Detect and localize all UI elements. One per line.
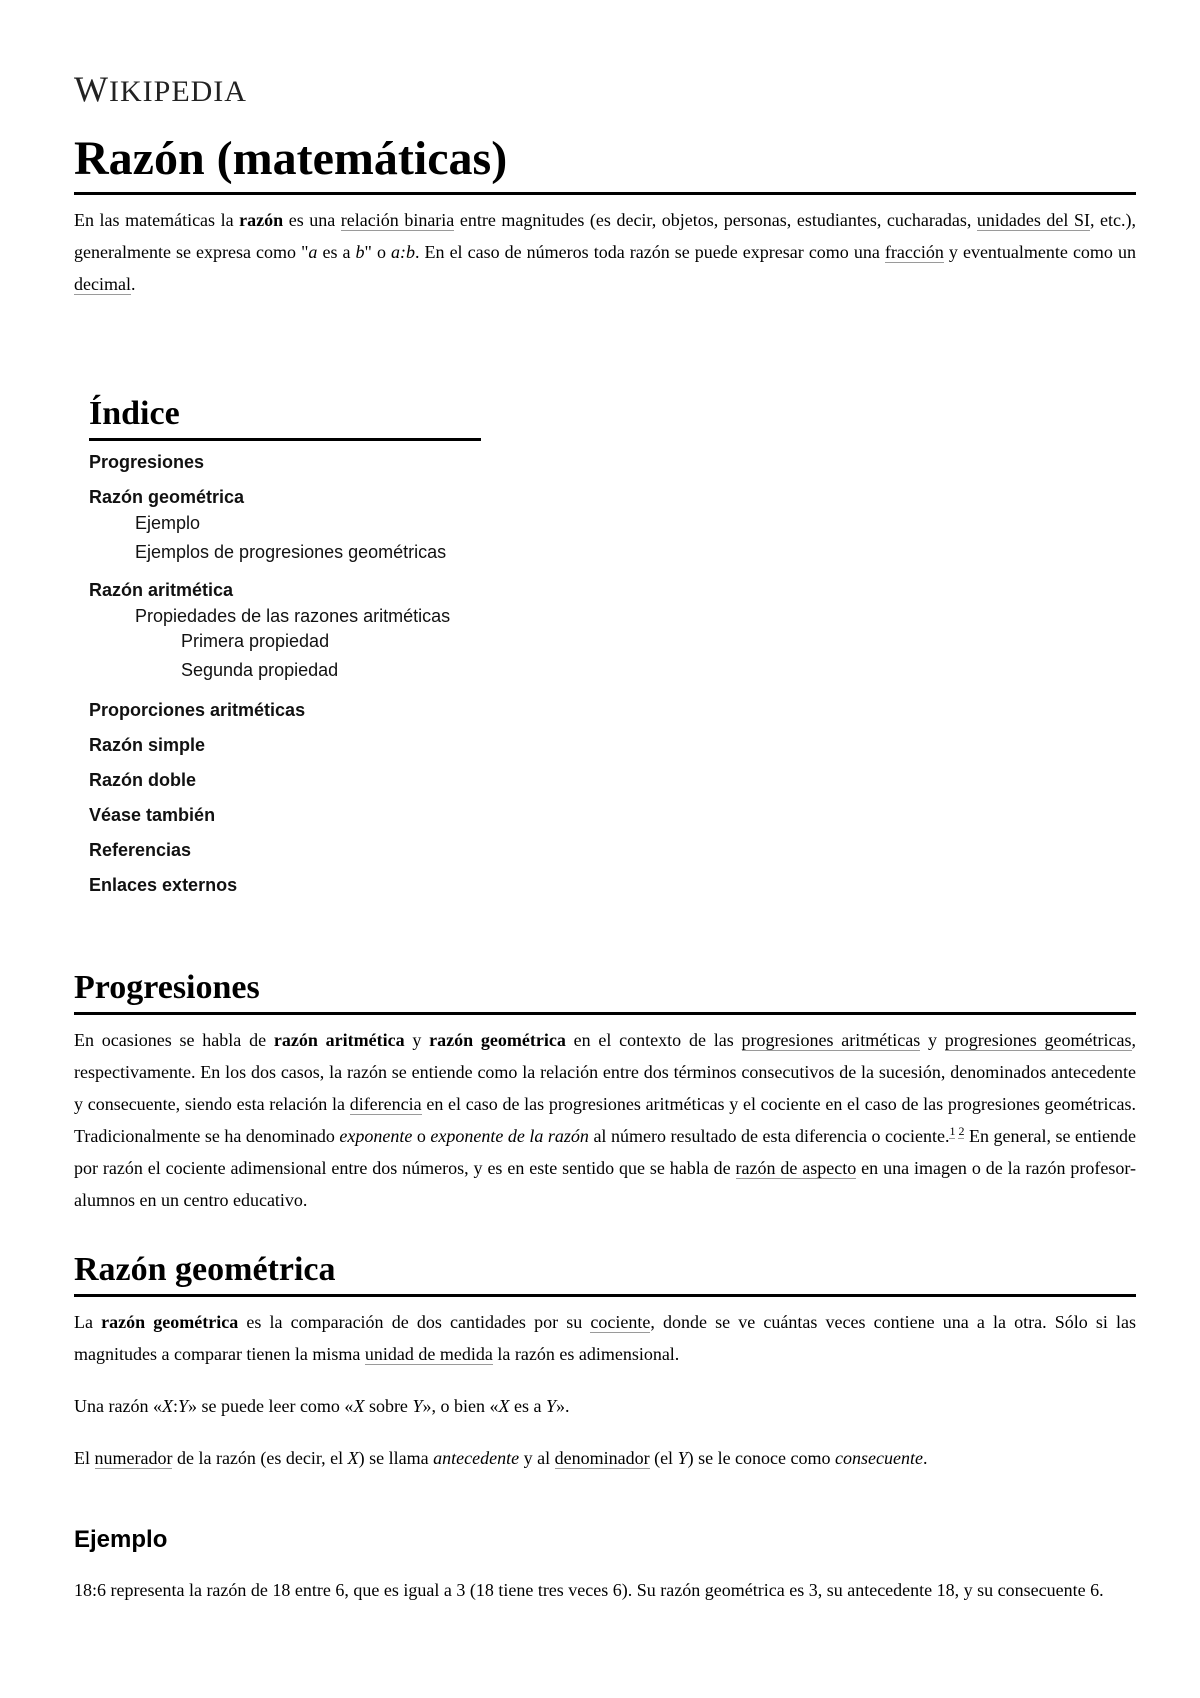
toc-item-razon-doble[interactable]: Razón doble (89, 770, 196, 790)
toc-item-ejemplo[interactable]: Ejemplo (135, 513, 201, 533)
geometrica-paragraph-2: Una razón «X:Y» se puede leer como «X sobre Y», o bien «X es a Y». (74, 1396, 570, 1416)
progresiones-paragraph: En ocasiones se habla de razón aritmética y razón geométrica en el contexto de las progresiones aritméticas y progresiones geométricas, respectivamente. En los dos casos, la razón se entiende como la relación entre dos términos consecutivos de la sucesión, denominados antecedente y consecuente, siendo esta relación la diferencia en el caso de las progresiones aritméticas y el cociente en el caso de las progresiones geométricas. Tradicionalmente se ha denominado exponente o exponente de la razón al número resultado de esta diferencia o cociente.$^{1 2}$ En general, se entiende por razón el cociente adimensional entre dos números, y es en este sentido que se habla de razón de aspecto en una imagen o de la razón profesor-alumnos en un centro educativo. (74, 1030, 1137, 1210)
toc-item-referencias[interactable]: Referencias (89, 840, 192, 860)
link-fraccion[interactable]: fracción (884, 242, 944, 262)
toc-item-primera-propiedad[interactable]: Primera propiedad (181, 631, 330, 651)
toc-item-proporciones[interactable]: Proporciones aritméticas (89, 700, 306, 720)
subsection-heading-ejemplo: Ejemplo (74, 1526, 168, 1553)
toc-item-vease-tambien[interactable]: Véase también (89, 805, 216, 825)
reference-1[interactable]: 1 (949, 1124, 956, 1138)
toc-item-segunda-propiedad[interactable]: Segunda propiedad (181, 660, 339, 680)
link-cociente[interactable]: cociente (590, 1312, 651, 1332)
ejemplo-paragraph: 18:6 representa la razón de 18 entre 6, que es igual a 3 (18 tiene tres veces 6). Su razón geométrica es 3, su antecedente 18, y su consecuente 6. (74, 1580, 1104, 1600)
link-relacion-binaria[interactable]: relación binaria (340, 210, 455, 230)
link-razon-de-aspecto[interactable]: razón de aspecto (735, 1158, 857, 1178)
link-denominador[interactable]: denominador (554, 1448, 650, 1468)
toc-item-razon-aritmetica[interactable]: Razón aritmética (89, 580, 234, 600)
toc-item-razon-geometrica[interactable]: Razón geométrica (89, 487, 245, 507)
wikipedia-logo[interactable]: WIKIPEDIA (74, 69, 247, 109)
table-of-contents (89, 392, 489, 895)
toc-item-progresiones[interactable]: Progresiones (89, 452, 205, 472)
page-title: Razón (matemáticas) (74, 128, 1136, 195)
link-unidades-si[interactable]: unidades del SI (976, 210, 1090, 230)
toc-item-razon-simple[interactable]: Razón simple (89, 735, 206, 755)
geometrica-paragraph-3: El numerador de la razón (es decir, el X) se llama antecedente y al denominador (el Y) se le conoce como consecuente. (74, 1448, 928, 1468)
intro-paragraph: En las matemáticas la razón es una relación binaria entre magnitudes (es decir, objetos, personas, estudiantes, cucharadas, unidades del SI, etc.), generalmente se expresa como "a es a b" o a:b. En el caso de números toda razón se puede expresar como una fracción y eventualmente como un decimal. (74, 210, 1136, 294)
link-decimal[interactable]: decimal (74, 274, 131, 294)
section-heading-progresiones: Progresiones (74, 966, 1136, 1015)
link-numerador[interactable]: numerador (94, 1448, 173, 1468)
toc-item-propiedades[interactable]: Propiedades de las razones aritméticas (135, 606, 451, 626)
link-progresiones-aritmeticas[interactable]: progresiones aritméticas (741, 1030, 921, 1050)
link-unidad-de-medida[interactable]: unidad de medida (364, 1344, 493, 1364)
section-heading-razon-geometrica: Razón geométrica (74, 1248, 1136, 1297)
link-progresiones-geometricas[interactable]: progresiones geométricas (944, 1030, 1132, 1050)
geometrica-paragraph-1: La razón geométrica es la comparación de dos cantidades por su cociente, donde se ve cuántas veces contiene una a la otra. Sólo si las magnitudes a comparar tienen la misma unidad de medida la razón es adimensional. (74, 1312, 1136, 1364)
toc-item-ejemplos-progresiones[interactable]: Ejemplos de progresiones geométricas (135, 542, 447, 562)
link-diferencia[interactable]: diferencia (349, 1094, 422, 1114)
toc-title: Índice (89, 392, 481, 441)
toc-item-enlaces-externos[interactable]: Enlaces externos (89, 875, 238, 895)
reference-2[interactable]: 2 (958, 1124, 965, 1138)
